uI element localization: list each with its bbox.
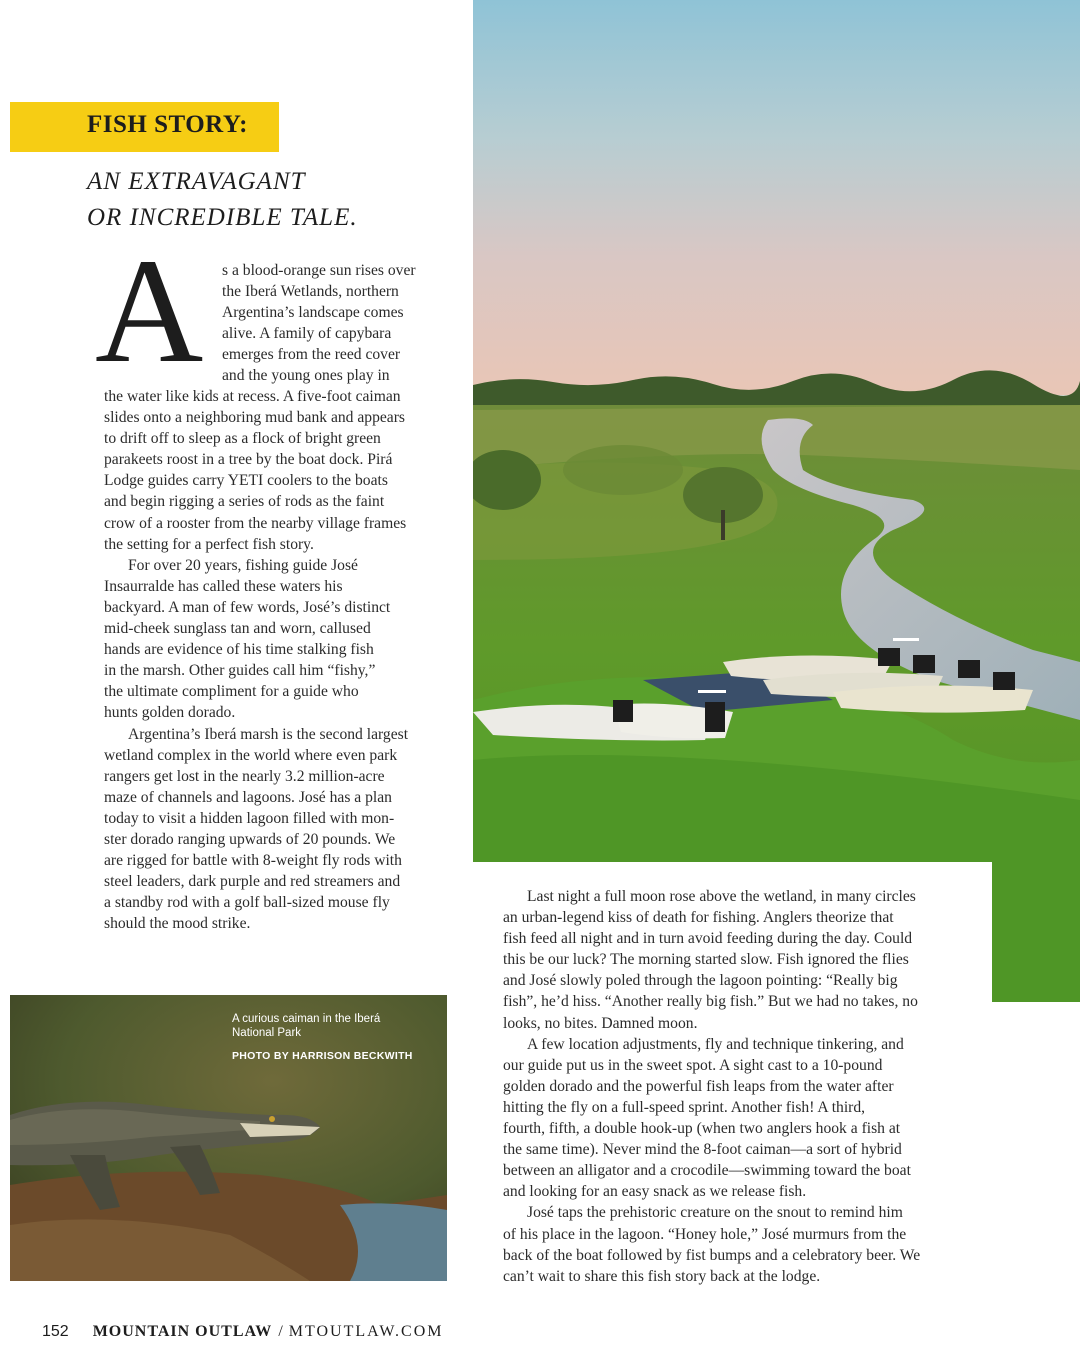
body-line: ster dorado ranging upwards of 20 pounds. We — [104, 830, 396, 848]
body-line: alive. A family of capybara — [222, 325, 392, 343]
body-line: the water like kids at recess. A five-foot caiman — [104, 388, 401, 405]
body-line: emerges from the reed cover — [222, 346, 401, 364]
body-line: and begin rigging a series of rods as the faint — [104, 493, 385, 511]
body-line: this be our luck? The morning started slow. Fish ignored the flies — [503, 951, 909, 969]
body-line: and looking for an easy snack as we release fish. — [503, 1183, 807, 1201]
body-line: are rigged for battle with 8-weight fly rods with — [104, 852, 402, 870]
caption-line: National Park — [232, 1027, 302, 1039]
page-number: 152 — [42, 1323, 69, 1340]
body-line: of his place in the lagoon. “Honey hole,” José murmurs from the — [503, 1225, 907, 1243]
body-line: the setting for a perfect fish story. — [104, 535, 314, 553]
left-column — [104, 386, 408, 934]
body-line: A few location adjustments, fly and technique tinkering, and — [527, 1035, 904, 1053]
subhead — [87, 164, 358, 236]
footer-separator: / — [278, 1323, 283, 1340]
body-line: to drift off to sleep as a flock of bright green — [104, 430, 381, 448]
body-line: For over 20 years, fishing guide José — [128, 556, 358, 574]
body-line: the ultimate compliment for a guide who — [104, 683, 359, 701]
body-line: Insaurralde has called these waters his — [104, 577, 343, 595]
lead-paragraph — [222, 260, 416, 387]
body-line: fish”, he’d hiss. “Another really big fish.” But we had no takes, no — [503, 993, 918, 1011]
subhead-line: OR INCREDIBLE TALE. — [87, 204, 358, 231]
body-line: s a blood-orange sun rises over — [222, 262, 416, 279]
body-line: steel leaders, dark purple and red streamers and — [104, 873, 401, 891]
body-line: parakeets roost in a tree by the boat dock. Pirá — [104, 451, 393, 469]
body-line: can’t wait to share this fish story back at the lodge. — [503, 1267, 821, 1285]
body-line: hitting the fly on a full-speed sprint. Another fish! A third, — [503, 1098, 866, 1116]
right-column — [503, 886, 920, 1287]
body-line: slides onto a neighboring mud bank and appears — [104, 409, 405, 427]
body-line: Lodge guides carry YETI coolers to the boats — [104, 472, 388, 490]
body-line: rangers get lost in the nearly 3.2 million-acre — [104, 767, 385, 785]
body-line: fish feed all night and in turn avoid feeding during the day. Could — [503, 930, 913, 948]
body-line: backyard. A man of few words, José’s distinct — [104, 598, 391, 616]
body-line: the same time). Never mind the 8-foot caiman—a sort of hybrid — [503, 1141, 902, 1159]
body-line: the Iberá Wetlands, northern — [222, 283, 399, 301]
body-line: and José slowly poled through the lagoon pointing: “Really big — [503, 972, 898, 990]
photo-caption — [232, 1012, 413, 1063]
body-line: hands are evidence of his time stalking fish — [104, 641, 374, 659]
body-line: crow of a rooster from the nearby village frames — [104, 514, 407, 532]
headline-text: FISH STORY: — [87, 111, 248, 138]
body-line: Argentina’s Iberá marsh is the second largest — [128, 725, 409, 743]
body-line: in the marsh. Other guides call him “fishy,” — [104, 662, 376, 680]
body-line: Last night a full moon rose above the wetland, in many circles — [527, 888, 916, 905]
caption-line: A curious caiman in the Iberá — [232, 1013, 381, 1025]
body-line: José taps the prehistoric creature on the snout to remind him — [527, 1204, 903, 1222]
body-line: should the mood strike. — [104, 915, 251, 933]
body-line: maze of channels and lagoons. José has a plan — [104, 788, 392, 806]
body-line: looks, no bites. Damned moon. — [503, 1014, 698, 1032]
body-line: a standby rod with a golf ball-sized mouse fly — [104, 894, 390, 912]
photo-credit: PHOTO BY HARRISON BECKWITH — [232, 1050, 413, 1062]
body-line: golden dorado and the powerful fish leaps from the water after — [503, 1077, 894, 1095]
body-line: today to visit a hidden lagoon filled with mon- — [104, 809, 395, 827]
wetland-boats-photo — [473, 0, 1080, 1002]
body-line: fourth, fifth, a double hook-up (when two anglers hook a fish at — [503, 1120, 901, 1138]
body-line: between an alligator and a crocodile—swimming toward the boat — [503, 1162, 911, 1180]
headline-bar — [10, 102, 279, 152]
body-line: mid-cheek sunglass tan and worn, callused — [104, 620, 371, 638]
body-line: an urban-legend kiss of death for fishing. Anglers theorize that — [503, 909, 894, 927]
body-line: and the young ones play in — [222, 367, 390, 385]
magazine-brand: MOUNTAIN OUTLAW — [92, 1323, 273, 1340]
drop-cap: A — [95, 228, 204, 394]
body-line: back of the boat followed by fist bumps and a celebratory beer. We — [503, 1246, 921, 1264]
subhead-line: AN EXTRAVAGANT — [87, 168, 306, 195]
body-line: our guide put us in the sweet spot. A sight cast to a 10-pound — [503, 1056, 883, 1074]
body-line: hunts golden dorado. — [104, 704, 236, 722]
body-line: Argentina’s landscape comes — [222, 304, 404, 322]
body-line: wetland complex in the world where even park — [104, 746, 398, 764]
website-url: MTOUTLAW.COM — [288, 1323, 444, 1340]
page-footer — [42, 1323, 444, 1341]
